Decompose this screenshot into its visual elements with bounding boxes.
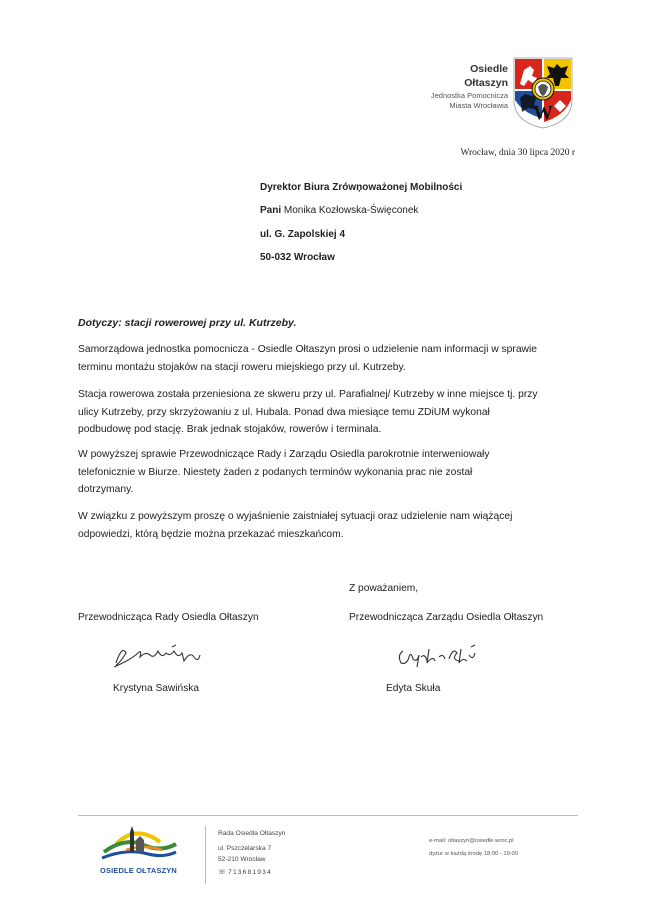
recipient-title: Dyrektor Biura Zrówņoważonej Mobilności — [260, 182, 463, 193]
body-line: W związku z powyższym proszę o wyjaśnienie zaistniałej sytuacji oraz udzielenie nam wiążącej — [78, 511, 513, 522]
recipient-salutation: Pani — [260, 205, 282, 216]
header-org-name-line2: Ołtaszyn — [464, 77, 508, 89]
footer-phone-row — [218, 867, 285, 878]
footer-street: ul. Pszczelarska 7 — [218, 845, 272, 852]
osiedle-oltaszyn-logo-icon — [96, 822, 180, 866]
recipient-line2 — [260, 205, 418, 216]
header-subtitle-line1: Jednostka Pomocnicza — [430, 91, 508, 100]
body-line: odpowiedzi, którą będzie można przekazać mieszkańcom. — [78, 528, 344, 540]
body-paragraph-2 — [78, 386, 578, 439]
footer-hours: dyżur w każdą środę 18:00 - 19:00 — [429, 851, 518, 857]
header-org-name-line1: Osiedle — [470, 63, 508, 75]
header-subtitle-line2: Miasta Wrocławia — [449, 101, 508, 110]
footer-logo-text: OSIEDLE OŁTASZYN — [100, 866, 177, 875]
body-line: ulicy Kutrzeby, przy skrzyżowaniu z ul. Hubala. Ponad dwa miesiące temu ZDiUM wykonał — [78, 406, 490, 418]
phone-icon: ☏ — [218, 869, 229, 876]
footer-org-name: Rada Osiedla Ołtaszyn — [218, 830, 286, 837]
signature-right-title: Przewodnicząca Zarządu Osiedla Ołtaszyn — [349, 612, 544, 623]
footer-divider-line — [78, 815, 578, 816]
signature-left-name: Krystyna Sawińska — [113, 683, 200, 694]
footer-vertical-divider — [205, 826, 206, 884]
body-line: dotrzymany. — [78, 484, 134, 495]
crest-letter: W — [533, 102, 553, 124]
handwritten-signature-right — [395, 641, 481, 671]
body-line: telefonicznie w Biurze. Niestety żaden z podanych terminów wykonania prac nie został — [78, 466, 473, 478]
signature-right-name: Edyta Skuła — [386, 683, 441, 694]
body-line: Samorządowa jednostka pomocnicza - Osiedle Ołtaszyn prosi o udzielenie nam informacji w sprawie — [78, 344, 537, 355]
recipient-line1 — [260, 182, 462, 193]
body-paragraph-3 — [78, 446, 578, 499]
letter-subject: Dotyczy: stacji rowerowej przy ul. Kutrzeby. — [78, 317, 297, 329]
body-line: Stacja rowerowa została przeniesiona ze skweru przy ul. Parafialnej/ Kutrzeby w inne miejsce tj. przy — [78, 389, 538, 400]
body-paragraph-1 — [78, 341, 578, 376]
body-paragraph-4 — [78, 508, 578, 543]
header-org-subtitle — [412, 91, 508, 111]
recipient-name: Monika Kozłowska-Święconek — [281, 205, 419, 216]
footer-org-address — [218, 828, 285, 878]
body-line: podbudowę pod stację. Brak jednak stojaków, rowerów i terminala. — [78, 424, 382, 435]
letter-date: Wrocław, dnia 30 lipca 2020 r — [460, 148, 575, 158]
handwritten-signature-left — [112, 641, 204, 669]
header-org-name — [436, 62, 508, 90]
footer-city: 52-210 Wrocław — [218, 856, 266, 863]
recipient-street: ul. G. Zapolskiej 4 — [260, 229, 346, 240]
footer-email: e-mail: oltaszyn@osiedle.wroc.pl — [429, 838, 514, 844]
body-line: W powyższej sprawie Przewodniczące Rady i Zarządu Osiedla parokrotnie interweniowały — [78, 449, 490, 460]
footer-phone: 713681934 — [228, 869, 272, 876]
recipient-city: 50-032 Wrocław — [260, 252, 335, 263]
wroclaw-coat-of-arms-icon — [512, 56, 574, 129]
closing-phrase: Z poważaniem, — [349, 583, 419, 594]
body-line: terminu montażu stojaków na stacji roweru miejskiego przy ul. Kutrzeby. — [78, 361, 406, 373]
signature-left-title: Przewodnicząca Rady Osiedla Ołtaszyn — [78, 612, 259, 623]
